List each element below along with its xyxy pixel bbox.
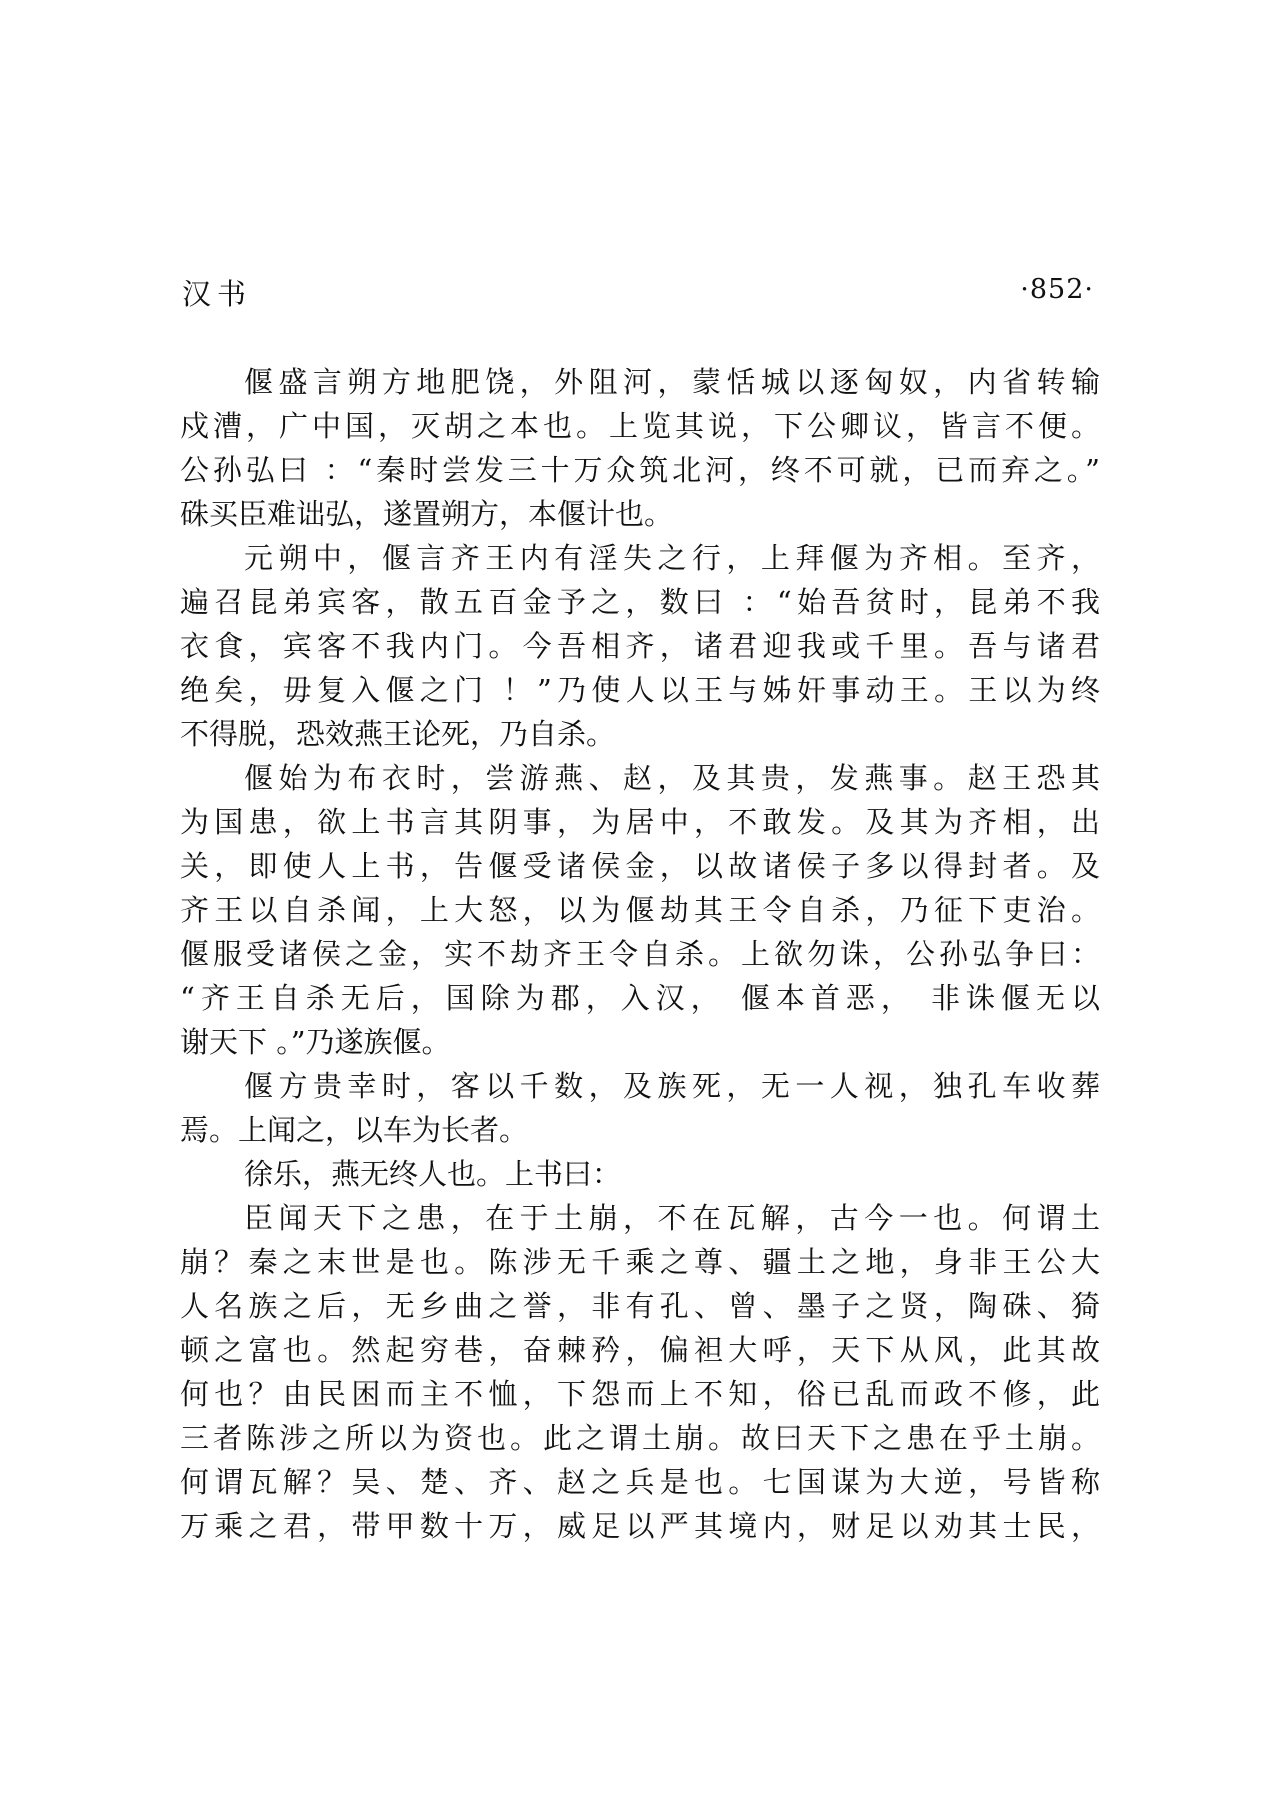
text-line: 绝矣，毋复入偃之门 ！”乃使人以王与姊奸事动王。王以为终 — [180, 673, 1100, 707]
text-line: 为国患，欲上书言其阴事，为居中，不敢发。及其为齐相，出 — [180, 805, 1100, 839]
text-line: 何谓瓦解？吴、楚、齐、赵之兵是也。七国谋为大逆，号皆称 — [180, 1465, 1100, 1499]
text-line: 人名族之后，无乡曲之誉，非有孔、曾、墨子之贤，陶硃、猗 — [180, 1289, 1100, 1323]
text-line: 何也？由民困而主不恤，下怨而上不知，俗已乱而政不修，此 — [180, 1377, 1100, 1411]
text-line: 衣食，宾客不我内门。今吾相齐，诸君迎我或千里。吾与诸君 — [180, 629, 1100, 663]
text-line: 关，即使人上书，告偃受诸侯金，以故诸侯子多以得封者。及 — [180, 849, 1100, 883]
text-line: 顿之富也。然起穷巷，奋棘矜，偏袒大呼，天下从风，此其故 — [180, 1333, 1100, 1367]
text-line: 偃始为布衣时，尝游燕、赵，及其贵，发燕事。赵王恐其 — [244, 761, 1100, 795]
text-line: “齐王自杀无后，国除为郡，入汉， 偃本首恶， 非诛偃无以 — [180, 981, 1100, 1015]
text-line: 臣闻天下之患，在于土崩，不在瓦解，古今一也。何谓土 — [244, 1201, 1100, 1235]
text-line: 崩？秦之末世是也。陈涉无千乘之尊、疆土之地，身非王公大 — [180, 1245, 1100, 1279]
text-line: 偃盛言朔方地肥饶，外阻河，蒙恬城以逐匈奴，内省转输 — [244, 365, 1100, 399]
paragraph-2 — [180, 536, 1100, 756]
text-line: 偃服受诸侯之金，实不劫齐王令自杀。上欲勿诛，公孙弘争曰： — [180, 937, 1100, 971]
text-line: 硃买臣难诎弘，遂置朔方，本偃计也。 — [180, 497, 674, 531]
paragraph-6 — [180, 1196, 1100, 1548]
text-line: 遍召昆弟宾客，散五百金予之，数曰 ：“始吾贫时，昆弟不我 — [180, 585, 1100, 619]
text-line: 偃方贵幸时，客以千数，及族死，无一人视，独孔车收葬 — [244, 1069, 1100, 1103]
text-line: 谢天下 。”乃遂族偃。 — [180, 1025, 451, 1059]
paragraph-4 — [180, 1064, 1100, 1152]
text-line: 三者陈涉之所以为资也。此之谓土崩。故曰天下之患在乎土崩。 — [180, 1421, 1100, 1455]
text-line: 徐乐，燕无终人也。上书曰： — [244, 1157, 622, 1191]
paragraph-5 — [180, 1152, 1100, 1196]
running-header — [182, 272, 1094, 312]
paragraph-3 — [180, 756, 1100, 1064]
text-line: 焉。上闻之，以车为长者。 — [180, 1113, 529, 1147]
paragraph-1 — [180, 360, 1100, 536]
text-line: 戍漕，广中国，灭胡之本也。上览其说，下公卿议，皆言不便。 — [180, 409, 1100, 443]
text-line: 万乘之君，带甲数十万，威足以严其境内，财足以劝其士民， — [180, 1509, 1100, 1543]
text-line: 不得脱，恐效燕王论死，乃自杀。 — [180, 717, 616, 751]
text-line: 元朔中，偃言齐王内有淫失之行，上拜偃为齐相。至齐， — [244, 541, 1100, 575]
text-line: 齐王以自杀闻，上大怒，以为偃劫其王令自杀，乃征下吏治。 — [180, 893, 1100, 927]
book-title: 汉书 — [182, 277, 253, 311]
body-text — [180, 360, 1100, 1548]
text-line: 公孙弘曰 ：“秦时尝发三十万众筑北河，终不可就，已而弃之。” — [180, 453, 1100, 487]
page-number: ·852· — [1020, 274, 1094, 305]
